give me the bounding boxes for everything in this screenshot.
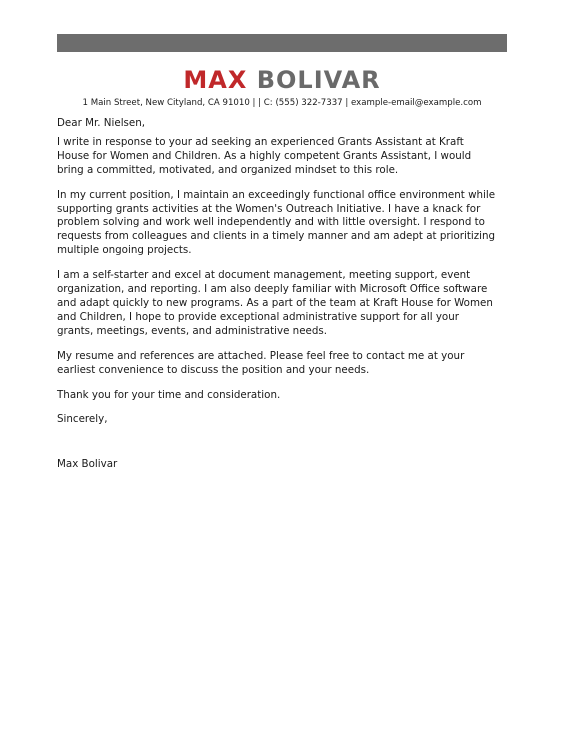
paragraph-intro: I write in response to your ad seeking an experienced Grants Assistant at Kraft House for Women and Children. As a highly competent Grants Assistant, I would bring a committed, motivated, and organized mindset to this role. [57,135,472,176]
paragraph-current-position: In my current position, I maintain an exceedingly functional office environment while supporting grants activities at the Women's Outreach Initiative. I have a knack for problem solving and work well independently and with little oversight. I respond to requests from colleagues and clients in a timely manner and am adept at prioritizing multiple ongoing projects. [57,188,496,257]
applicant-name [0,66,564,94]
paragraph-skills: I am a self-starter and excel at document management, meeting support, event organization, and reporting. I am also deeply familiar with Microsoft Office software and adapt quickly to new programs. As a part of the team at Kraft House for Women and Children, I hope to provide exceptional administrative support for all your grants, meetings, events, and administrative needs. [57,269,493,337]
closing: Sincerely, [57,413,108,426]
paragraph-thanks: Thank you for your time and consideration. [57,388,281,401]
letter-body [57,117,497,483]
salutation: Dear Mr. Nielsen, [57,117,146,129]
header-bar [57,34,507,52]
first-name: MAX [183,66,248,94]
last-name: BOLIVAR [256,66,381,94]
signature: Max Bolivar [57,458,118,471]
paragraph-attachments: My resume and references are attached. Please feel free to contact me at your earliest convenience to discuss the position and your needs. [57,349,465,376]
contact-info: 1 Main Street, New Cityland, CA 91010 | | C: (555) 322-7337 | example-email@example.com [82,98,482,108]
